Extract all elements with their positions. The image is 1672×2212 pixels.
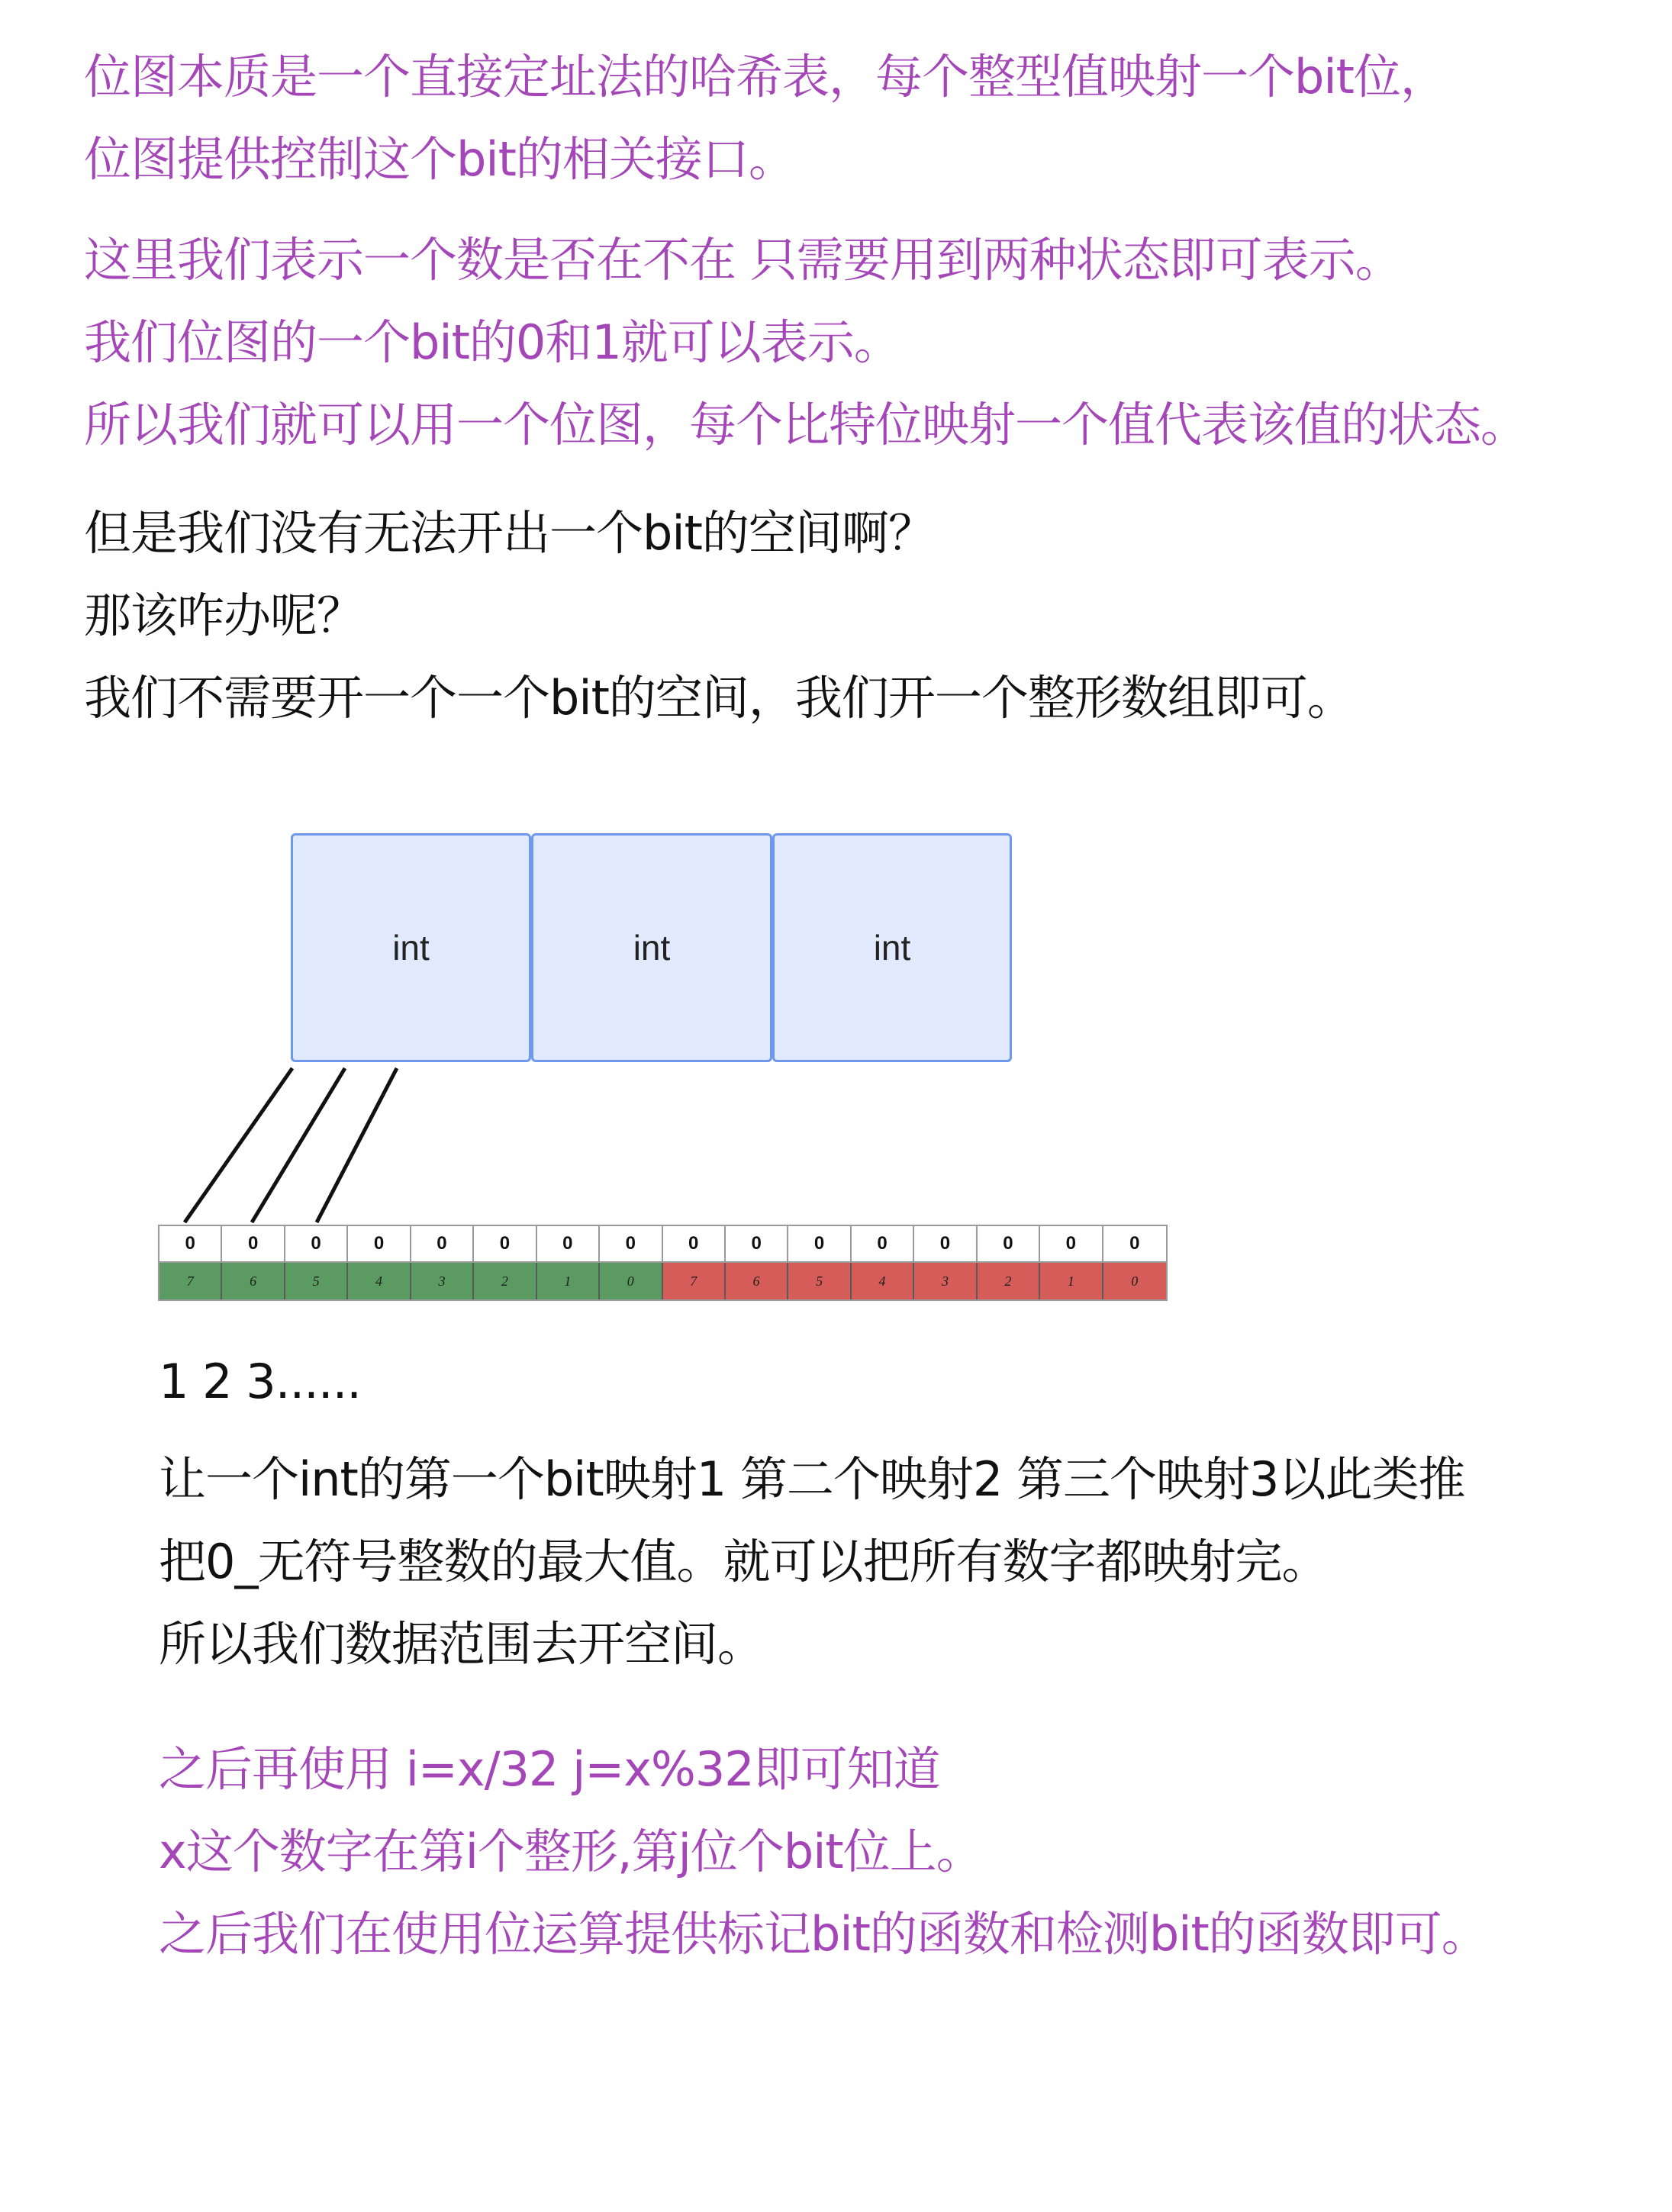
bit-index-cell: 1 [1040,1263,1103,1299]
bit-value-cell: 0 [285,1226,348,1263]
connector-line-1 [185,1068,292,1222]
bit-value-cell: 0 [726,1226,788,1263]
bit-index-cell: 1 [537,1263,600,1299]
bit-index-cell: 6 [222,1263,285,1299]
bit-index-cell: 7 [663,1263,726,1299]
bit-value-cell: 0 [222,1226,285,1263]
mapping-line-2: 把0_无符号整数的最大值。就可以把所有数字都映射完。 [159,1534,1329,1589]
bit-value-cell: 0 [788,1226,851,1263]
intro-line-1: 位图本质是一个直接定址法的哈希表，每个整型值映射一个bit位， [84,49,1447,105]
connector-line-2 [252,1068,345,1222]
mapping-line-1: 让一个int的第一个bit映射1 第二个映射2 第三个映射3以此类推 [159,1451,1465,1507]
bit-index-cell: 0 [1103,1263,1166,1299]
question-line-2: 那该咋办呢？ [84,588,364,643]
bit-index-cell: 0 [600,1263,662,1299]
bit-value-cell: 0 [1103,1226,1166,1263]
bit-index-cell: 3 [411,1263,474,1299]
int-box-1: int [291,833,531,1062]
bit-value-cell: 0 [159,1226,222,1263]
mapping-line-3: 所以我们数据范围去开空间。 [159,1616,765,1672]
bit-index-cell: 2 [474,1263,536,1299]
index-line-3: 之后我们在使用位运算提供标记bit的函数和检测bit的函数即可。 [159,1906,1488,1962]
bit-value-cell: 0 [1040,1226,1103,1263]
question-line-3: 我们不需要开一个一个bit的空间，我们开一个整形数组即可。 [84,670,1354,726]
bit-index-cell: 2 [978,1263,1040,1299]
bit-value-cell: 0 [663,1226,726,1263]
bit-value-cell: 0 [348,1226,411,1263]
bit-index-cell: 5 [285,1263,348,1299]
bit-index-cell: 6 [726,1263,788,1299]
int-box-3: int [772,833,1012,1062]
bit-table [158,1225,1168,1301]
question-line-1: 但是我们没有无法开出一个bit的空间啊？ [84,505,935,561]
bit-index-cell: 3 [914,1263,977,1299]
state-line-3: 所以我们就可以用一个位图，每个比特位映射一个值代表该值的状态。 [84,397,1528,452]
bit-value-cell: 0 [600,1226,662,1263]
bit-index-cell: 4 [852,1263,914,1299]
bit-value-cell: 0 [852,1226,914,1263]
state-line-2: 我们位图的一个bit的0和1就可以表示。 [84,314,900,370]
bit-index-cell: 5 [788,1263,851,1299]
bit-value-cell: 0 [537,1226,600,1263]
connector-line-3 [317,1068,397,1222]
bit-value-cell: 0 [914,1226,977,1263]
bit-index-cell: 7 [159,1263,222,1299]
state-line-1: 这里我们表示一个数是否在不在 只需要用到两种状态即可表示。 [84,232,1402,288]
index-line-2: x这个数字在第i个整形,第j位个bit位上。 [159,1824,983,1879]
intro-line-2: 位图提供控制这个bit的相关接口。 [84,131,795,187]
bit-value-cell: 0 [978,1226,1040,1263]
int-box-2: int [531,833,772,1062]
counting-line: 1 2 3...... [159,1354,362,1409]
bit-value-cell: 0 [411,1226,474,1263]
bit-value-cell: 0 [474,1226,536,1263]
index-line-1: 之后再使用 i=x/32 j=x%32即可知道 [159,1741,940,1797]
bit-index-cell: 4 [348,1263,411,1299]
